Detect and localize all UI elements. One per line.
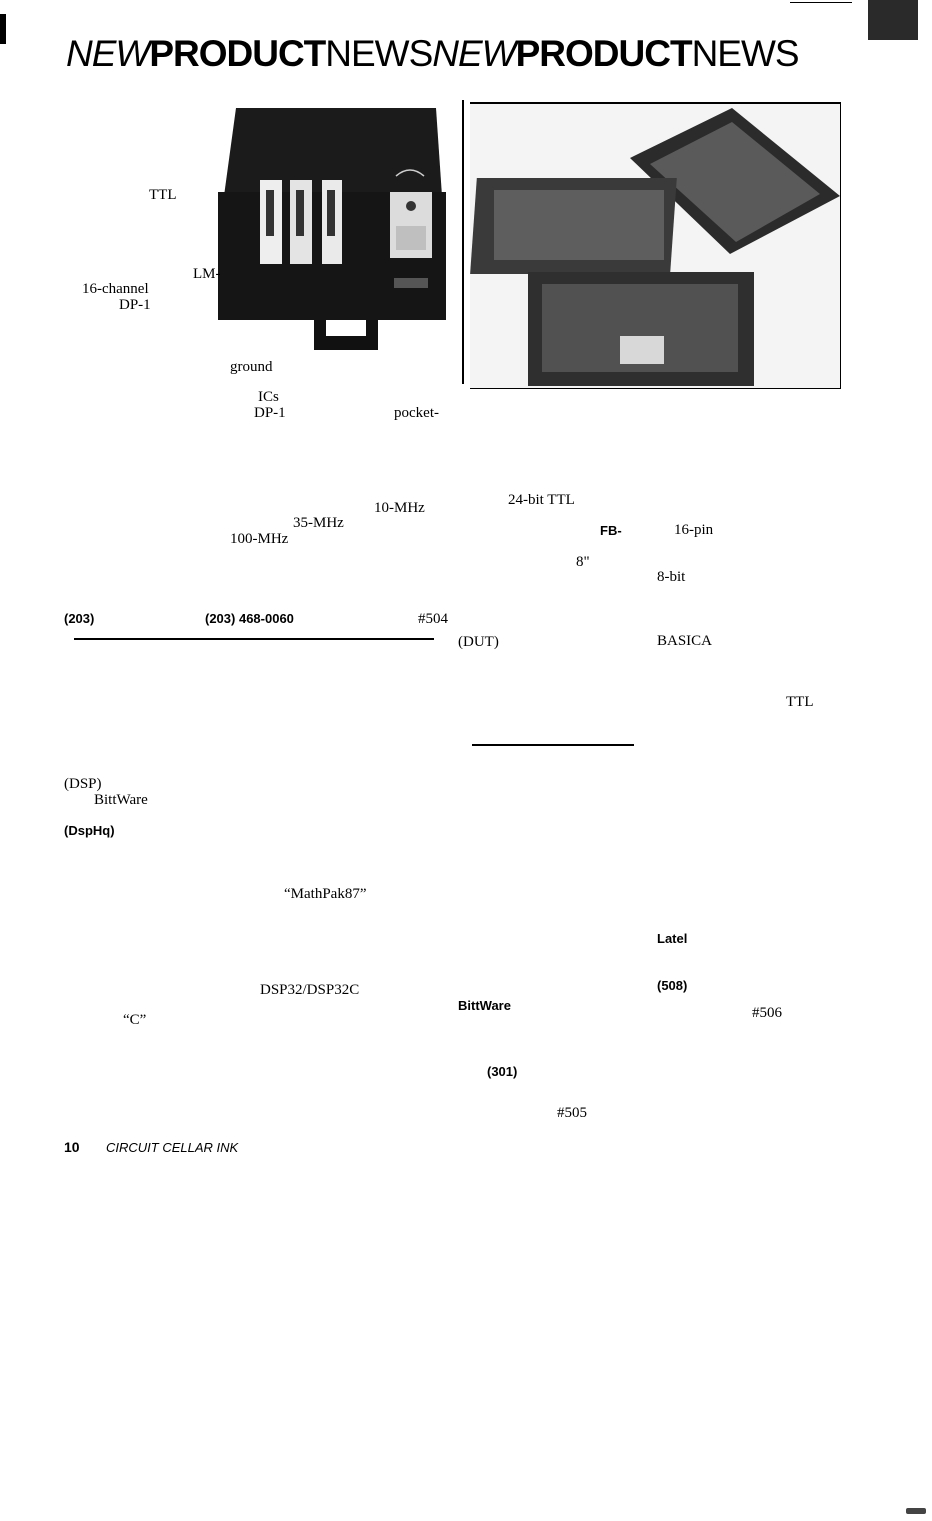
text-c-language: “C”	[123, 1012, 147, 1028]
text-basica: BASICA	[657, 633, 713, 649]
text-lm: LM-	[193, 266, 221, 282]
text-dsp32: DSP32/DSP32C	[260, 982, 360, 998]
top-right-rule	[790, 2, 852, 3]
text-16-channel: 16-channel	[82, 281, 149, 297]
text-24bit-ttl: 24-bit TTL	[508, 492, 575, 508]
text-10mhz: 10-MHz	[374, 500, 425, 516]
left-section-rule	[74, 638, 434, 640]
magazine-title: CIRCUIT CELLAR INK	[106, 1140, 239, 1155]
text-phone-203-468: (203) 468-0060	[205, 611, 294, 626]
text-bittware: BittWare	[94, 792, 148, 808]
left-margin-bar	[0, 14, 6, 44]
page-number: 10	[64, 1139, 80, 1155]
text-35mhz: 35-MHz	[293, 515, 344, 531]
reader-service-506: #506	[752, 1005, 782, 1021]
page-header: NEWPRODUCTNEWSNEWPRODUCTNEWS	[66, 33, 799, 74]
text-mathpak: “MathPak87”	[284, 886, 367, 902]
text-dsp: (DSP)	[64, 776, 102, 792]
text-100mhz: 100-MHz	[230, 531, 289, 547]
photo-divider	[462, 100, 464, 384]
text-phone-301: (301)	[487, 1064, 518, 1079]
text-dut: (DUT)	[458, 634, 499, 650]
text-dsphq: (DspHq)	[64, 823, 115, 838]
circuit-boards-photo	[470, 102, 841, 389]
text-dp1-b: DP-1	[254, 405, 286, 421]
text-8bit: 8-bit	[657, 569, 686, 585]
text-ics: ICs	[258, 389, 279, 405]
text-phone-203: (203)	[64, 611, 95, 626]
probe-kit-photo	[214, 104, 450, 352]
text-8inch: 8"	[576, 554, 590, 570]
text-16pin: 16-pin	[674, 522, 714, 538]
text-bittware-bold: BittWare	[458, 998, 511, 1013]
right-section-rule	[472, 744, 634, 746]
corner-tab-mark	[868, 0, 918, 40]
text-ground: ground	[230, 359, 273, 375]
text-dp1: DP-1	[119, 297, 151, 313]
text-phone-508: (508)	[657, 978, 688, 993]
text-fb: FB-	[600, 523, 622, 538]
text-ttl: TTL	[149, 187, 177, 203]
reader-service-505: #505	[557, 1105, 587, 1121]
text-pocket: pocket-	[394, 405, 439, 421]
reader-service-504: #504	[418, 611, 448, 627]
text-latel: Latel	[657, 931, 688, 946]
text-ttl-2: TTL	[786, 694, 814, 710]
scan-artifact	[906, 1508, 926, 1514]
